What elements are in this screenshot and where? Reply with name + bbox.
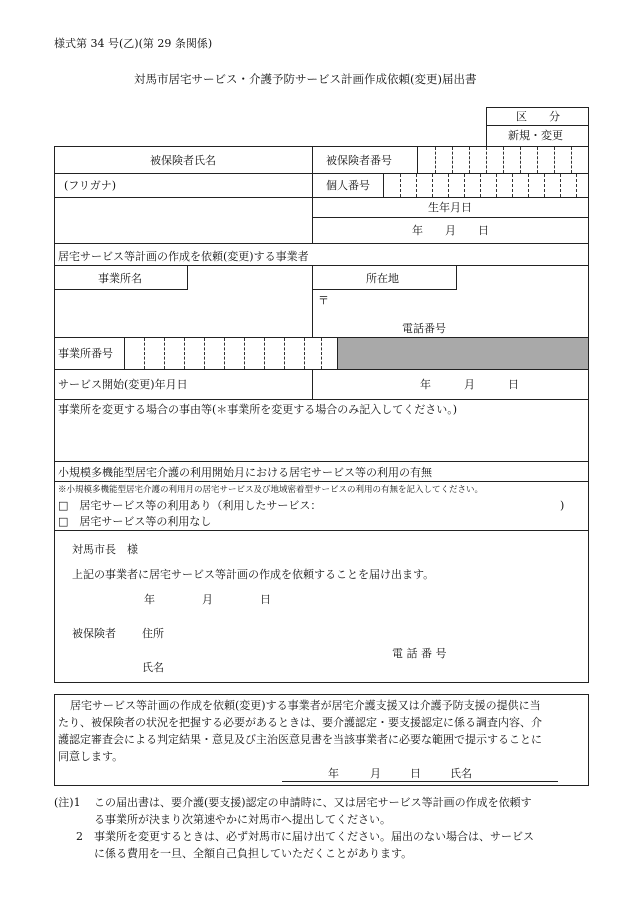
note-2-number: 2 xyxy=(76,830,83,843)
address-label: 所在地 xyxy=(366,272,399,285)
birthdate-format: 年 月 日 xyxy=(412,224,489,237)
consent-line-4: 同意します。 xyxy=(58,750,124,763)
consent-month: 月 xyxy=(370,767,381,780)
option-service-used[interactable]: □ 居宅サービス等の利用あり（利用したサービス： xyxy=(58,499,322,512)
note-1-line-1: この届出書は、要介護(要支援)認定の申請時に、又は居宅サービス等計画の作成を依頼す xyxy=(94,796,532,809)
insured-name-label: 被保険者氏名 xyxy=(150,154,216,167)
addressee: 対馬市長 様 xyxy=(72,543,138,556)
insured-number-field[interactable] xyxy=(419,148,587,172)
address-field[interactable] xyxy=(330,291,586,319)
service-start-format: 年 月 日 xyxy=(420,378,519,391)
category-value[interactable]: 新規・変更 xyxy=(508,129,563,142)
small-scale-title: 小規模多機能型居宅介護の利用開始月における居宅サービス等の利用の有無 xyxy=(58,466,432,479)
consent-day: 日 xyxy=(410,767,421,780)
small-scale-note: ※小規模多機能型居宅介護の利用月の居宅サービス及び地域密着型サービスの利用の有無を記入してください。 xyxy=(58,485,484,495)
consent-name-label: 氏名 xyxy=(450,767,472,780)
note-2-line-2: に係る費用を一旦、全額自己負担していただくことがあります。 xyxy=(94,847,413,860)
note-1-line-2: る事業所が決まり次第速やかに対馬市へ提出してください。 xyxy=(94,813,391,826)
consent-line-2: たり、被保険者の状況を把握する必要があるときは、要介護認定・要支援認定に係る調査内容、介 xyxy=(58,716,542,729)
office-name-label: 事業所名 xyxy=(98,272,142,285)
personal-number-field[interactable] xyxy=(385,175,587,196)
insured-number-label: 被保険者番号 xyxy=(326,154,392,167)
notes-prefix: (注)1 xyxy=(54,796,81,809)
note-2-line-1: 事業所を変更するときは、必ず対馬市に届け出てください。届出のない場合は、サービス xyxy=(94,830,534,843)
declaration-name-label: 氏名 xyxy=(142,661,164,674)
provider-section-title: 居宅サービス等計画の作成を依頼(変更)する事業者 xyxy=(58,250,309,263)
consent-signature-field[interactable] xyxy=(472,764,558,781)
change-reason-label: 事業所を変更する場合の事由等(＊事業所を変更する場合のみ記入してください。) xyxy=(58,403,458,416)
service-start-field[interactable] xyxy=(314,371,586,398)
office-number-label: 事業所番号 xyxy=(58,347,113,360)
category-heading: 区 分 xyxy=(516,110,560,123)
service-start-label: サービス開始(変更)年月日 xyxy=(58,378,188,391)
birthdate-label: 生年月日 xyxy=(428,201,472,214)
consent-year: 年 xyxy=(328,767,339,780)
declaration-phone-label: 電 話 番 号 xyxy=(392,647,447,660)
consent-line-3: 護認定審査会による判定結果・意見及び主治医意見書を当該事業者に必要な範囲で提示することに xyxy=(58,733,542,746)
office-name-field[interactable] xyxy=(56,291,310,336)
office-number-field[interactable] xyxy=(126,339,336,368)
consent-line-1: 居宅サービス等計画の作成を依頼(変更)する事業者が居宅介護支援又は介護予防支援の提供に当 xyxy=(70,699,541,712)
option-service-not-used[interactable]: □ 居宅サービス等の利用なし xyxy=(58,515,212,528)
option-service-used-close: ) xyxy=(560,499,565,512)
phone-label: 電話番号 xyxy=(402,322,446,335)
personal-number-label: 個人番号 xyxy=(326,179,370,192)
insured-name-field[interactable] xyxy=(56,199,310,241)
declaration-name-field[interactable] xyxy=(170,656,580,678)
change-reason-field[interactable] xyxy=(56,420,586,458)
postal-mark: 〒 xyxy=(318,294,329,307)
declaration-address-label: 住所 xyxy=(142,627,164,640)
declaration-address-field[interactable] xyxy=(170,622,580,644)
form-title: 対馬市居宅サービス・介護予防サービス計画作成依頼(変更)届出書 xyxy=(134,72,477,86)
form-number: 様式第 34 号(乙)(第 29 条関係) xyxy=(54,37,213,50)
declaration-month: 月 xyxy=(202,593,213,606)
declaration-year: 年 xyxy=(144,593,155,606)
declaration-insured-label: 被保険者 xyxy=(72,627,116,640)
declaration-day: 日 xyxy=(260,593,271,606)
declaration-statement: 上記の事業者に居宅サービス等計画の作成を依頼することを届け出ます。 xyxy=(72,568,435,581)
furigana-label: (フリガナ) xyxy=(64,179,117,192)
